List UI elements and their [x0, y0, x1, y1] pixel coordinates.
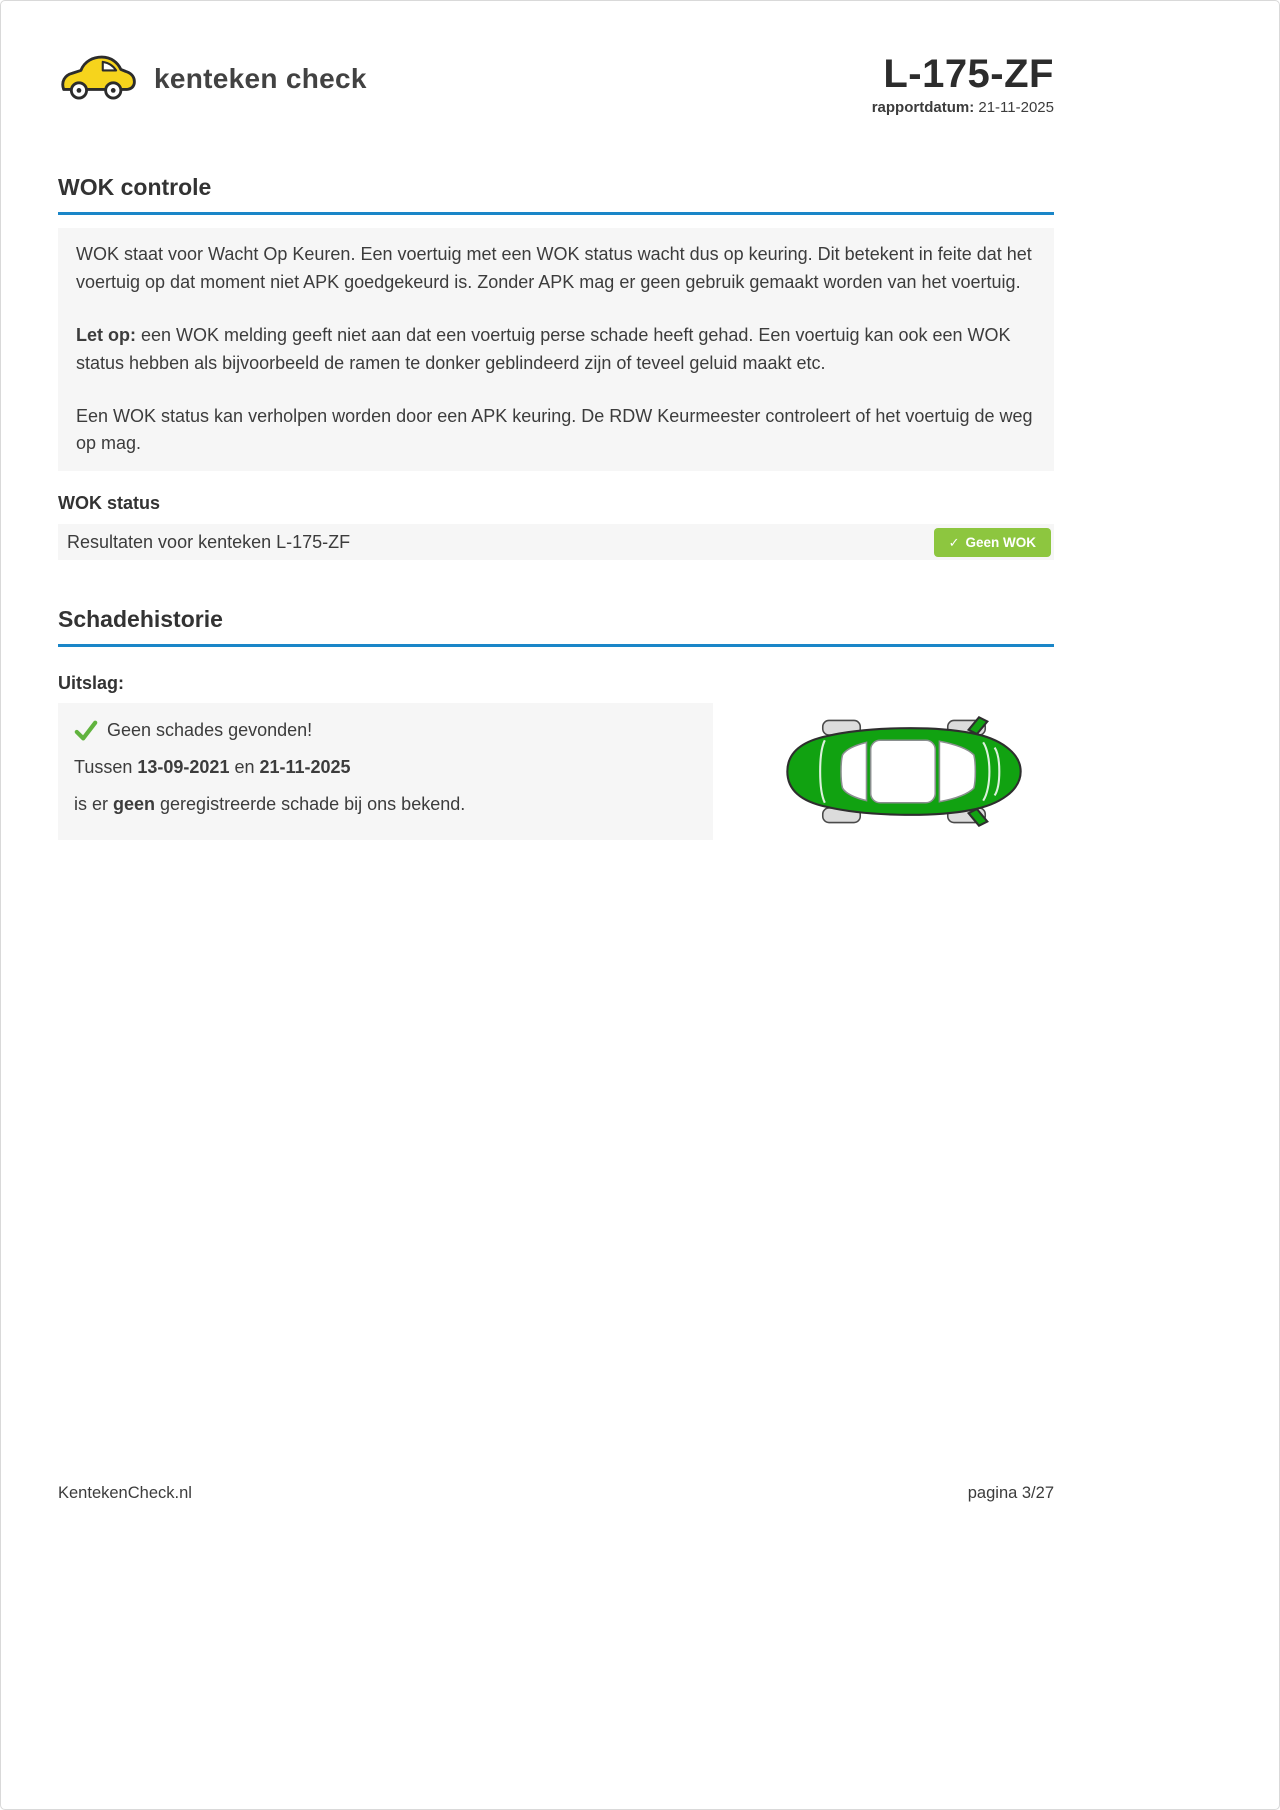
footer-site: KentekenCheck.nl — [58, 1484, 192, 1502]
damage-result-line-3 — [74, 791, 697, 819]
brand-logo — [58, 53, 367, 105]
wok-paragraph-3: Een WOK status kan verholpen worden door een APK keuring. De RDW Keurmeester controleert of het voertuig de weg op mag. — [76, 405, 1033, 454]
brand-name: kenteken check — [154, 63, 367, 94]
check-icon — [74, 719, 98, 743]
damage-history-section — [58, 606, 1054, 840]
damage-result-area — [58, 703, 1054, 840]
wok-result-text: Resultaten voor kenteken L-175-ZF — [67, 531, 351, 552]
damage-result-line-2 — [74, 754, 697, 782]
badge-label: Geen WOK — [965, 534, 1036, 550]
result-label: Uitslag: — [58, 673, 125, 694]
plate-block — [872, 53, 1054, 116]
damage-result-line-1 — [74, 717, 697, 745]
damage-conclusion-text: is er geen geregistreerde schade bij ons bekend. — [74, 794, 466, 815]
wok-paragraph-2-label: Let op: — [76, 324, 136, 345]
wok-paragraph-2-text: een WOK melding geeft niet aan dat een voertuig perse schade heeft gehad. Een voertuig kan ook een WOK status hebben als bijvoorbeeld de ramen te donker geblindeerd zijn of teveel geluid maakt etc. — [76, 324, 1011, 373]
wok-status-badge — [934, 528, 1051, 558]
report-date-label: rapportdatum: — [871, 99, 975, 116]
report-header — [58, 53, 1054, 116]
date-from: 13-09-2021 — [137, 757, 230, 778]
wok-paragraph-2 — [76, 322, 1036, 378]
damage-result-box — [58, 703, 713, 840]
wok-description-box — [58, 228, 1054, 471]
footer-page-number: pagina 3/27 — [967, 1484, 1054, 1502]
car-top-view-illustration — [753, 709, 1054, 834]
no-damage-text: Geen schades gevonden! — [107, 720, 313, 741]
wok-paragraph-1: WOK staat voor Wacht Op Keuren. Een voertuig met een WOK status wacht dus op keuring. Dit betekent in feite dat het voertuig op dat moment niet APK goedgekeurd is. Zonder APK mag er geen gebruik gemaakt worden van het voertuig. — [76, 244, 1032, 292]
car-logo-icon — [58, 53, 138, 105]
report-date-value: 21-11-2025 — [974, 99, 1054, 116]
license-plate: L-175-ZF — [883, 52, 1054, 96]
report-date — [872, 99, 1054, 116]
damage-period-text: Tussen 13-09-2021 en 21-11-2025 — [74, 757, 351, 778]
wok-section — [58, 174, 1054, 560]
wok-section-title: WOK controle — [58, 174, 212, 200]
badge-check-icon: ✓ — [948, 534, 960, 550]
date-to: 21-11-2025 — [259, 757, 351, 778]
wok-result-row — [58, 524, 1054, 560]
wok-status-title: WOK status — [58, 493, 161, 514]
report-footer — [58, 1484, 1054, 1503]
wok-section-divider — [58, 212, 1054, 215]
damage-section-divider — [58, 644, 1054, 647]
damage-section-title: Schadehistorie — [58, 606, 223, 633]
